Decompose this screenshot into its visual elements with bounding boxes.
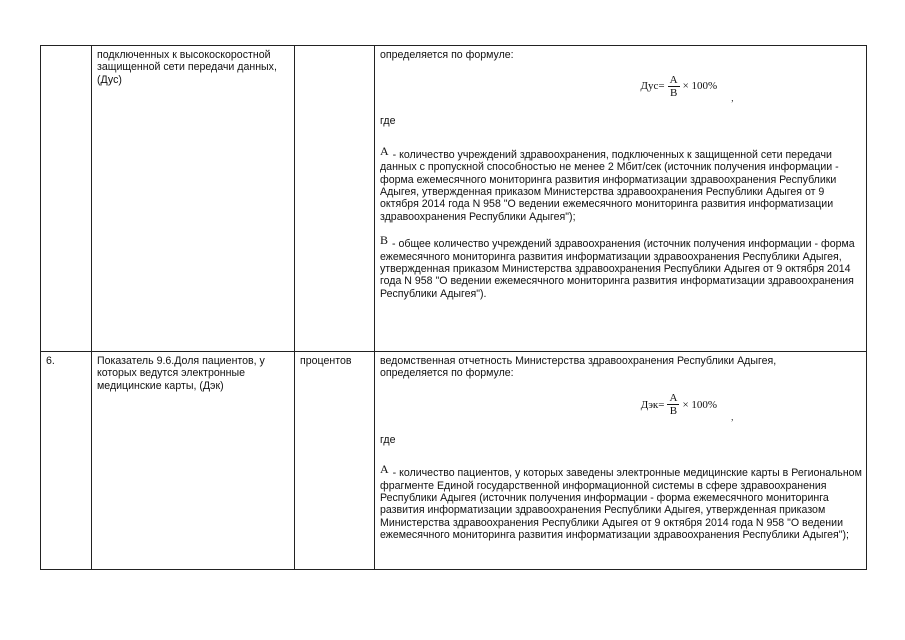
indicator-name-cell: подключенных к высокоскоростной защищенной сети передачи данных, (Дус) xyxy=(92,46,295,352)
source-text: ведомственная отчетность Министерства здравоохранения Республики Адыгея, xyxy=(380,355,777,367)
formula-intro: определяется по формуле: xyxy=(380,49,514,61)
definition-b xyxy=(380,233,862,300)
definition-variable: А xyxy=(380,143,389,158)
definition-variable: А xyxy=(380,462,389,477)
definition-variable: В xyxy=(380,233,389,248)
formula-comma: , xyxy=(731,93,734,104)
formula xyxy=(380,71,862,104)
formula-equals: = xyxy=(658,80,665,93)
unit-cell xyxy=(295,46,375,352)
unit-cell: процентов xyxy=(295,352,375,570)
table-row xyxy=(41,352,867,570)
row-number-cell: 6. xyxy=(41,352,92,570)
method-cell xyxy=(375,352,867,570)
formula-fraction xyxy=(668,74,680,99)
where-label: где xyxy=(380,433,396,446)
formula xyxy=(380,390,862,420)
table-row xyxy=(41,46,867,352)
method-cell xyxy=(375,46,867,352)
definition-text: - количество учреждений здравоохранения, подключенных к защищенной сети передачи данных с пропускной способностью не менее 2 Мбит/сек (источник получения информации - форма ежемесячного мониторинга развития информатизации здравоохранения Республики Адыгея, утвержденная приказом Министерства здравоохранения Республики Адыгея от 9 октября 2014 года N 958 "О ведении ежемесячного мониторинга развития информатизации здравоохранения Республики Адыгея"); xyxy=(380,148,839,223)
indicator-name-cell: Показатель 9.6.Доля пациентов, у которых ведутся электронные медицинские карты, (Дэк) xyxy=(92,352,295,570)
definition-a xyxy=(380,143,862,223)
definition-text: - количество пациентов, у которых заведены электронные медицинские карты в Региональном фрагменте Единой государственной информационной системы в сфере здравоохранения Республики Адыгея (источник получения информации - форма ежемесячного мониторинга развития информатизации здравоохранения Республики Адыгея, утвержденная приказом Министерства здравоохранения Республики Адыгея от 9 октября 2014 года N 958 "О ведении ежемесячного мониторинга развития информатизации здравоохранения Республики Адыгея"); xyxy=(380,467,862,542)
definition-text: - общее количество учреждений здравоохранения (источник получения информации - форма ежемесячного мониторинга развития информатизации здравоохранения Республики Адыгея, утвержденная приказом Министерства здравоохранения Республики Адыгея от 9 октября 2014 года N 958 "О ведении ежемесячного мониторинга развития информатизации здравоохранения Республики Адыгея"). xyxy=(380,238,855,300)
where-label: где xyxy=(380,115,396,128)
formula-rhs: × 100% xyxy=(682,80,718,93)
formula-fraction xyxy=(667,392,679,417)
formula-lhs: Дус xyxy=(640,80,659,93)
formula-intro: определяется по формуле: xyxy=(380,367,514,380)
formula-numerator: А xyxy=(669,73,678,86)
definition-a xyxy=(380,462,862,542)
formula-denominator: В xyxy=(669,405,678,418)
formula-lhs: Дэк xyxy=(640,398,659,411)
formula-comma: , xyxy=(731,411,734,422)
indicator-table xyxy=(40,45,867,570)
formula-equals: = xyxy=(658,398,665,411)
formula-denominator: В xyxy=(669,86,678,99)
formula-rhs: × 100% xyxy=(682,398,718,411)
formula-numerator: А xyxy=(669,392,678,405)
row-number-cell xyxy=(41,46,92,352)
